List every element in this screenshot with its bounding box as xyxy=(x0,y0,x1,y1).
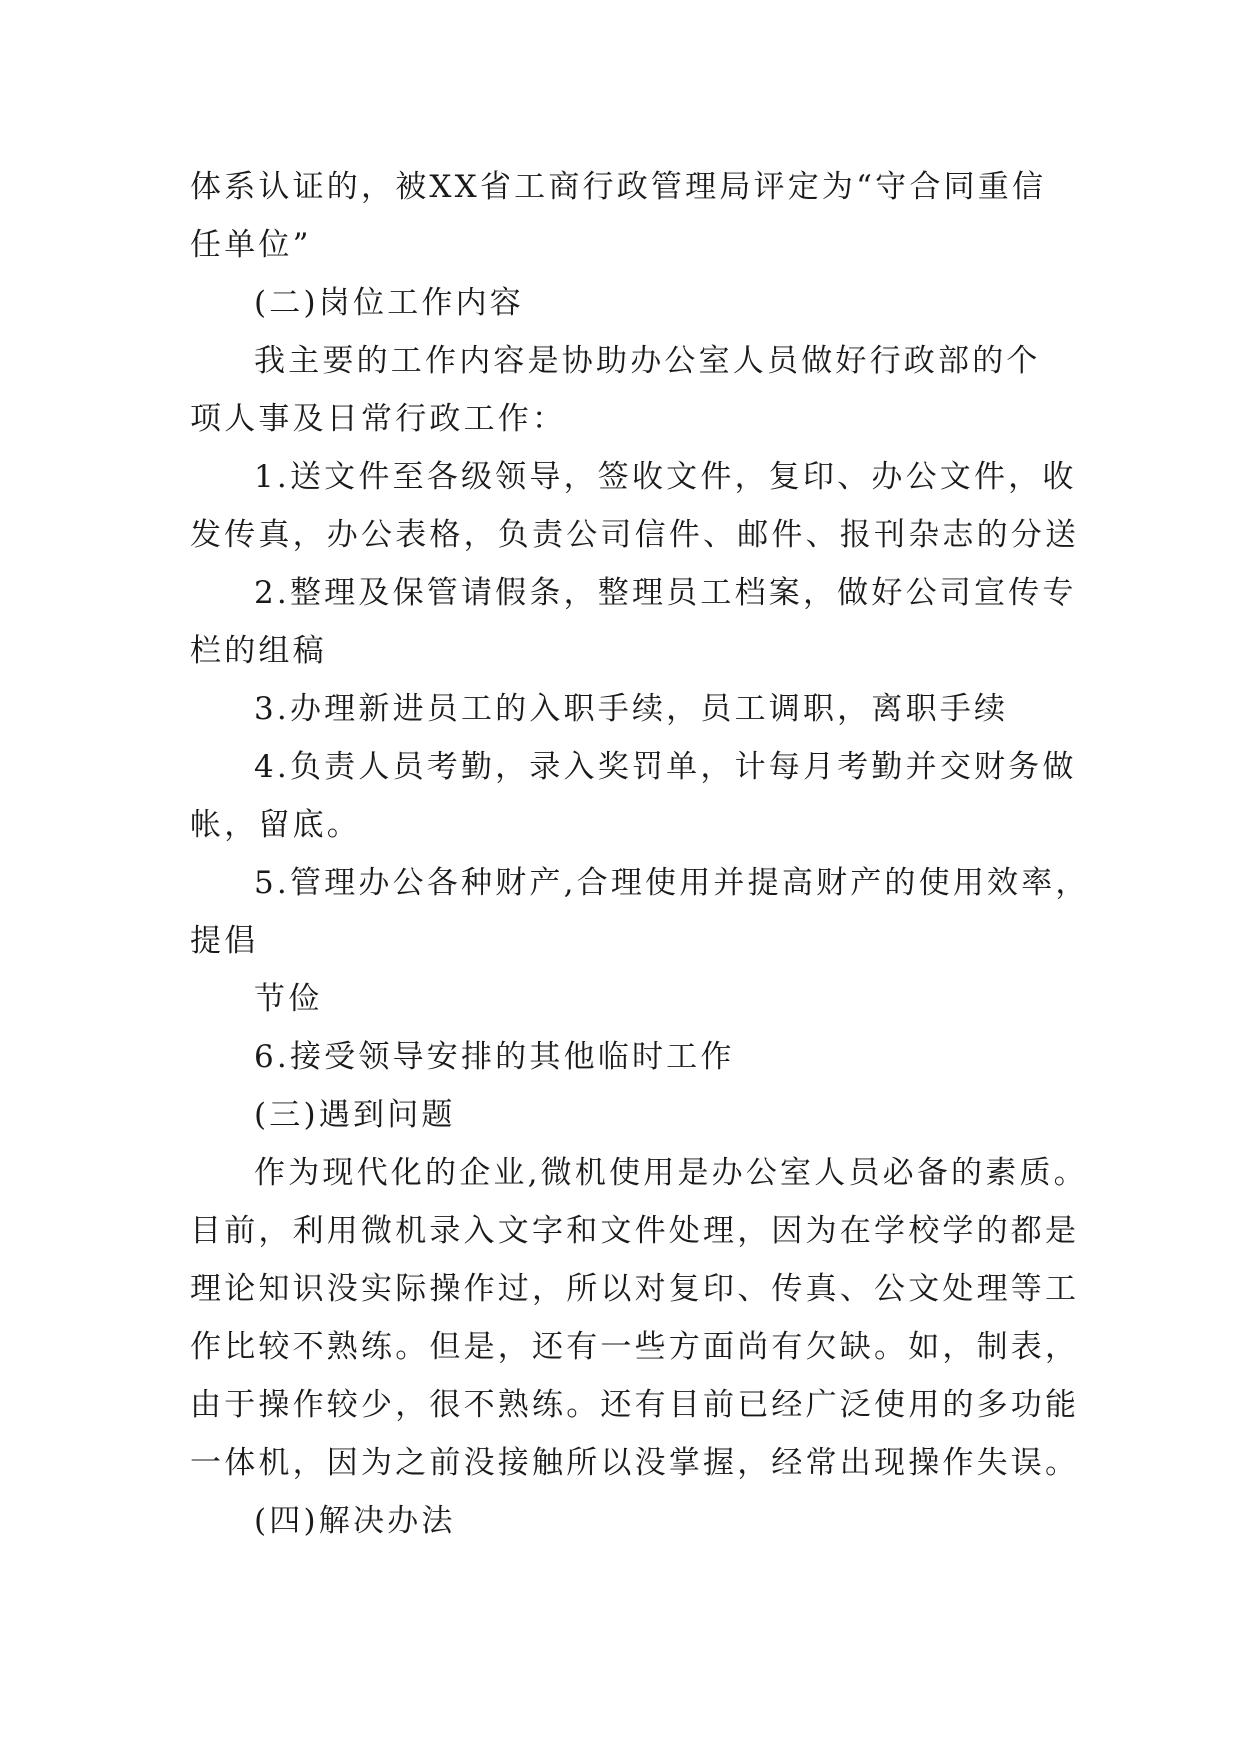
text-line: 栏的组稿 xyxy=(190,633,327,669)
list-item-4: 4.负责人员考勤，录入奖罚单，计每月考勤并交财务做 xyxy=(254,749,1077,785)
text-line: 作比较不熟练。但是，还有一些方面尚有欠缺。如，制表， xyxy=(190,1329,1080,1365)
text-line: 提倡 xyxy=(190,923,259,959)
text-line: 发传真，办公表格，负责公司信件、邮件、报刊杂志的分送 xyxy=(190,517,1080,553)
text-line: 我主要的工作内容是协助办公室人员做好行政部的个 xyxy=(254,343,1041,379)
text-line: 任单位” xyxy=(190,227,312,263)
text-line: 一体机，因为之前没接触所以没掌握，经常出现操作失误。 xyxy=(190,1445,1080,1481)
section-heading-3: (三)遇到问题 xyxy=(254,1097,456,1133)
text-line: 节俭 xyxy=(254,981,323,1017)
text-line: 理论知识没实际操作过，所以对复印、传真、公文处理等工 xyxy=(190,1271,1080,1307)
text-line: 由于操作较少，很不熟练。还有目前已经广泛使用的多功能 xyxy=(190,1387,1080,1423)
section-heading-2: (二)岗位工作内容 xyxy=(254,285,524,321)
text-line: 项人事及日常行政工作： xyxy=(190,401,567,437)
text-line: 体系认证的，被XX省工商行政管理局评定为“守合同重信 xyxy=(190,169,1047,205)
list-item-6: 6.接受领导安排的其他临时工作 xyxy=(254,1039,735,1075)
document-body xyxy=(190,158,1090,1550)
list-item-5: 5.管理办公各种财产,合理使用并提高财产的使用效率， xyxy=(254,865,1090,901)
section-heading-4: (四)解决办法 xyxy=(254,1503,456,1539)
text-line: 作为现代化的企业,微机使用是办公室人员必备的素质。 xyxy=(254,1155,1088,1191)
list-item-1: 1.送文件至各级领导，签收文件，复印、办公文件，收 xyxy=(254,459,1077,495)
list-item-3: 3.办理新进员工的入职手续，员工调职，离职手续 xyxy=(254,691,1009,727)
text-line: 帐，留底。 xyxy=(190,807,361,843)
text-line: 目前，利用微机录入文字和文件处理，因为在学校学的都是 xyxy=(190,1213,1080,1249)
list-item-2: 2.整理及保管请假条，整理员工档案，做好公司宣传专 xyxy=(254,575,1077,611)
